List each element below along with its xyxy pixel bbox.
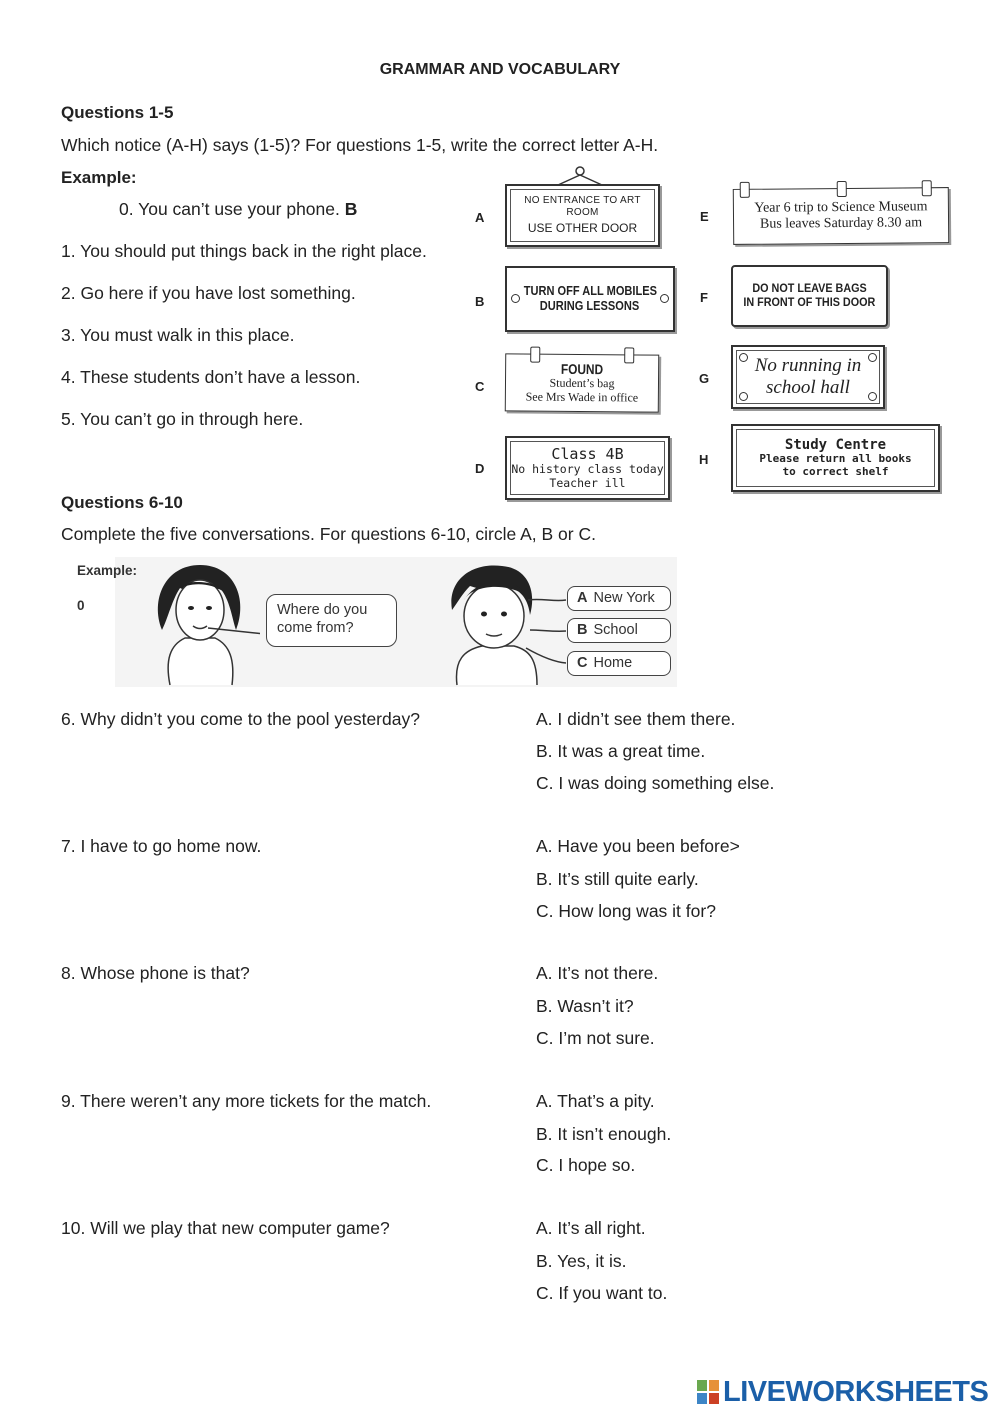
notice-h-line3: to correct shelf <box>782 465 889 479</box>
boy-illustration-icon <box>442 560 572 687</box>
girl-illustration-icon <box>140 560 260 687</box>
section-heading-6-10: Questions 6-10 <box>61 493 183 512</box>
notice-letter-h: H <box>699 452 709 467</box>
notice-letter-d: D <box>475 461 485 476</box>
notice-letter-e: E <box>700 209 709 224</box>
notice-f-line1: DO NOT LEAVE BAGS <box>752 281 867 296</box>
logo-text: LIVEWORKSHEETS <box>723 1376 989 1408</box>
question-7-option-c[interactable]: C. How long was it for? <box>536 901 716 921</box>
notice-f <box>731 265 888 327</box>
notice-a <box>505 184 660 247</box>
question-7-option-b[interactable]: B. It’s still quite early. <box>536 869 699 889</box>
question-7: 7. I have to go home now. <box>61 836 262 856</box>
notice-g <box>731 345 885 409</box>
example-option-c-text: Home <box>593 655 633 671</box>
screw-icon <box>660 294 669 303</box>
question-9-option-c[interactable]: C. I hope so. <box>536 1155 636 1175</box>
example-option-b <box>567 618 671 643</box>
tape-icon <box>624 347 634 363</box>
question-6-option-a[interactable]: A. I didn’t see them there. <box>536 709 736 729</box>
question-8: 8. Whose phone is that? <box>61 963 250 983</box>
question-6-option-c[interactable]: C. I was doing something else. <box>536 773 775 793</box>
section-heading-1-5: Questions 1-5 <box>61 103 174 122</box>
example-option-a-text: New York <box>593 590 655 606</box>
example-option-c <box>567 651 671 676</box>
notice-c-line3: See Mrs Wade in office <box>525 389 639 405</box>
question-7-option-a[interactable]: A. Have you been before> <box>536 836 740 856</box>
instruction-1-5: Which notice (A-H) says (1-5)? For questions 1-5, write the correct letter A-H. <box>61 135 659 155</box>
notice-d-line3: Teacher ill <box>549 475 626 490</box>
speech-bubble <box>266 594 397 647</box>
screw-icon <box>868 392 877 401</box>
notice-b-line1: TURN OFF ALL MOBILES <box>523 283 657 299</box>
notice-h <box>731 424 940 492</box>
question-1: 1. You should put things back in the right place. <box>61 241 427 261</box>
notice-c <box>505 353 660 412</box>
instruction-6-10: Complete the five conversations. For questions 6-10, circle A, B or C. <box>61 524 596 544</box>
notice-b <box>505 266 675 332</box>
example-illustration-label: Example: <box>77 563 138 578</box>
notice-b-line2: DURING LESSONS <box>540 298 640 313</box>
tape-icon <box>837 181 847 197</box>
notice-e-line2: Bus leaves Saturday 8.30 am <box>759 215 923 232</box>
question-8-option-b[interactable]: B. Wasn’t it? <box>536 996 634 1016</box>
notice-e <box>733 187 949 245</box>
question-9: 9. There weren’t any more tickets for the match. <box>61 1091 432 1111</box>
notice-f-line2: IN FRONT OF THIS DOOR <box>743 295 876 309</box>
screw-icon <box>739 392 748 401</box>
liveworksheets-logo <box>697 1376 988 1409</box>
example-number: 0 <box>77 598 85 613</box>
logo-grid-icon <box>697 1380 721 1406</box>
question-10-option-a[interactable]: A. It’s all right. <box>536 1218 646 1238</box>
speech-bubble-line1: Where do you <box>277 602 368 618</box>
notice-d-line2: No history class today <box>511 462 664 477</box>
example-option-c-letter: C <box>577 655 588 671</box>
tape-icon <box>530 347 540 363</box>
notice-h-line1: Study Centre <box>784 437 887 454</box>
question-10-option-c[interactable]: C. If you want to. <box>536 1283 668 1303</box>
example-answer: B <box>344 199 358 219</box>
notice-letter-c: C <box>475 379 485 394</box>
notice-h-line2: Please return all books <box>759 452 912 466</box>
question-8-option-c[interactable]: C. I’m not sure. <box>536 1028 655 1048</box>
example-option-b-letter: B <box>577 622 588 638</box>
example-option-a-letter: A <box>577 590 588 606</box>
question-6-option-b[interactable]: B. It was a great time. <box>536 741 706 761</box>
notice-letter-b: B <box>475 294 485 309</box>
screw-icon <box>511 294 520 303</box>
example-question <box>119 199 357 220</box>
question-9-option-b[interactable]: B. It isn’t enough. <box>536 1124 672 1144</box>
screw-icon <box>868 353 877 362</box>
tape-icon <box>922 180 932 196</box>
notice-letter-a: A <box>475 210 485 225</box>
notice-letter-g: G <box>699 371 710 386</box>
notice-a-line1: NO ENTRANCE TO ART ROOM <box>524 195 641 218</box>
question-3: 3. You must walk in this place. <box>61 325 295 345</box>
notice-c-line1: FOUND <box>560 360 604 378</box>
notice-e-line1: Year 6 trip to Science Museum <box>754 199 928 216</box>
question-5: 5. You can’t go in through here. <box>61 409 304 429</box>
page-title: GRAMMAR AND VOCABULARY <box>379 61 621 78</box>
notice-d-line1: Class 4B <box>551 445 624 464</box>
notice-d <box>505 436 670 500</box>
question-2: 2. Go here if you have lost something. <box>61 283 356 303</box>
speech-bubble-line2: come from? <box>277 620 354 637</box>
screw-icon <box>739 353 748 362</box>
hanging-string-icon <box>555 166 605 186</box>
question-6: 6. Why didn’t you come to the pool yesterday? <box>61 709 420 729</box>
notice-c-line2: Student’s bag <box>549 375 615 391</box>
example-option-b-text: School <box>593 622 638 638</box>
example-text: 0. You can’t use your phone. <box>119 199 340 219</box>
tape-icon <box>740 182 750 198</box>
notice-a-line2: USE OTHER DOOR <box>527 221 638 236</box>
question-10: 10. Will we play that new computer game? <box>61 1218 390 1238</box>
question-8-option-a[interactable]: A. It’s not there. <box>536 963 659 983</box>
notice-letter-f: F <box>700 290 708 305</box>
question-4: 4. These students don’t have a lesson. <box>61 367 361 387</box>
notice-g-line1: No running in <box>754 355 862 377</box>
notice-g-line2: school hall <box>766 377 850 398</box>
example-option-a <box>567 586 671 611</box>
question-10-option-b[interactable]: B. Yes, it is. <box>536 1251 627 1271</box>
example-label: Example: <box>61 168 137 187</box>
question-9-option-a[interactable]: A. That’s a pity. <box>536 1091 655 1111</box>
